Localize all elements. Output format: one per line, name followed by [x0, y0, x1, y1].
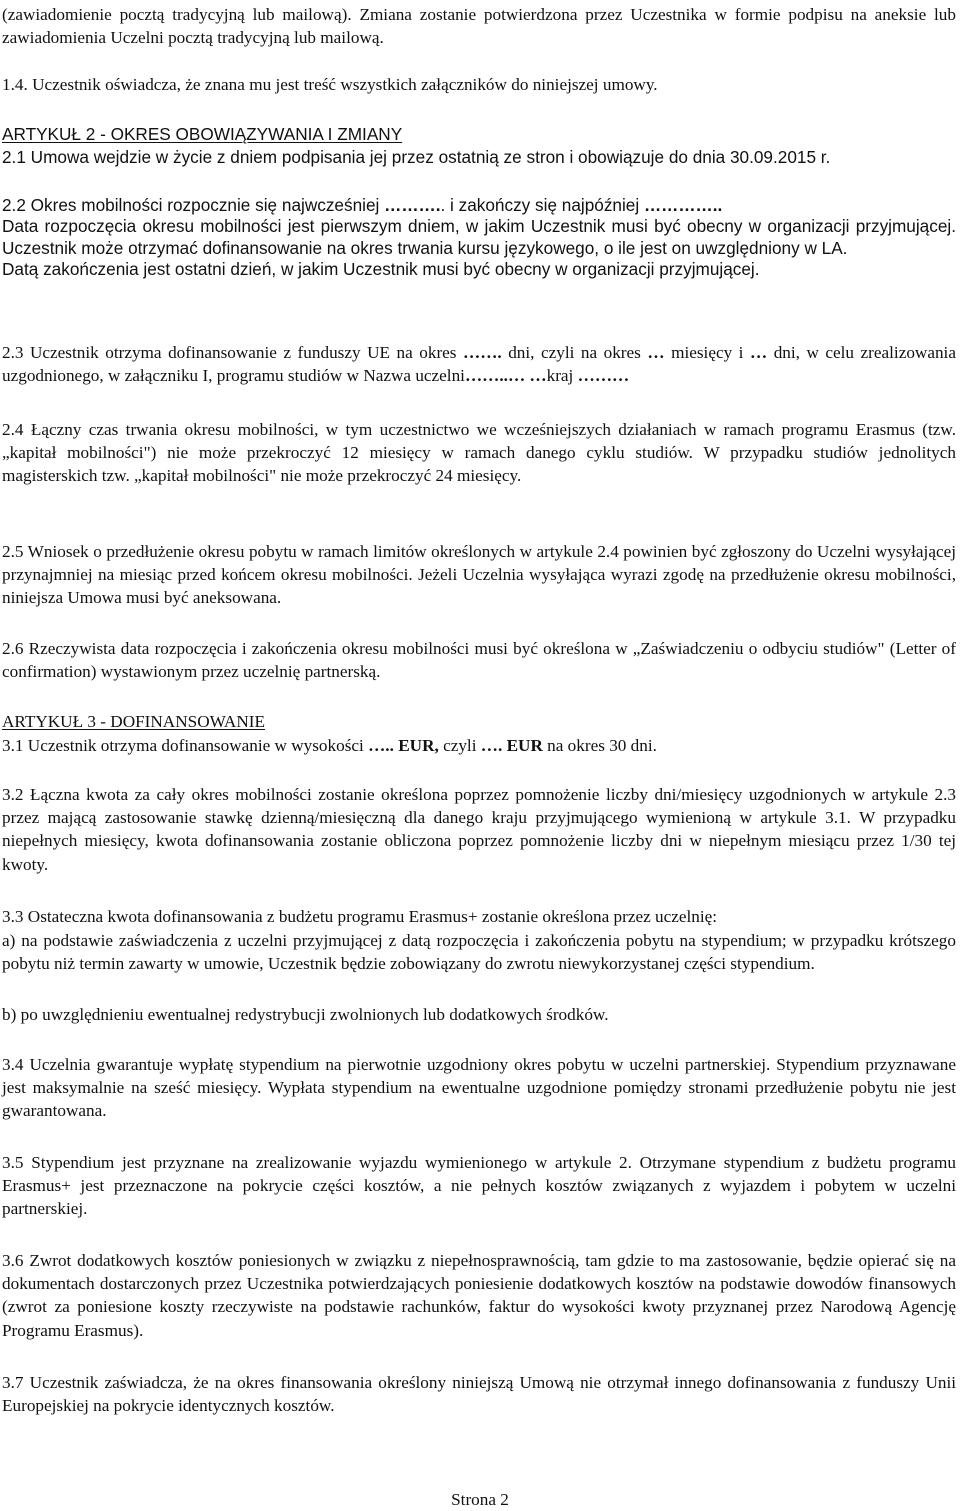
paragraph-1-4: 1.4. Uczestnik oświadcza, że znana mu jest treść wszystkich załączników do niniejszej umowy.	[2, 75, 658, 94]
p23-blank-days: …….	[463, 343, 502, 362]
p22-text-a: 2.2 Okres mobilności rozpocznie się najwcześniej	[2, 195, 385, 215]
article-3-heading: ARTYKUŁ 3 - DOFINANSOWANIE	[2, 712, 265, 731]
p23-text-g: dni, w celu zrealizowania uzgodnionego, w załączniku I, programu studiów w Nazwa uczelni	[2, 343, 956, 386]
p31-text-e: na okres 30 dni.	[542, 736, 657, 755]
paragraph-2-4: 2.4 Łączny czas trwania okresu mobilności, w tym uczestnictwo we wcześniejszych działaniach w ramach programu Erasmus (tzw. „kapitał mobilności") nie może przekroczyć 12 miesięcy w ramach danego cyklu studiów. W przypadku studiów jednolitych magisterskich tzw. „kapitał mobilności" nie może przekroczyć 24 miesięcy.	[2, 420, 956, 486]
p31-blank-rate: …. EUR	[480, 736, 543, 755]
p22-text-c: . i zakończy się najpóźniej	[440, 195, 644, 215]
article-2-heading: ARTYKUŁ 2 - OKRES OBOWIĄZYWANIA I ZMIANY	[2, 124, 403, 144]
p23-text-a: 2.3 Uczestnik otrzyma dofinansowanie z funduszy UE na okres	[2, 343, 463, 362]
page-number: Strona 2	[451, 1490, 509, 1509]
paragraph-2-6: 2.6 Rzeczywista data rozpoczęcia i zakończenia okresu mobilności musi być określona w „Zaświadczeniu o odbyciu studiów" (Letter of confirmation) wystawionym przez uczelnię partnerską.	[2, 639, 956, 682]
paragraph-2-1: 2.1 Umowa wejdzie w życie z dniem podpisania jej przez ostatnią ze stron i obowiązuje do dnia 30.09.2015 r.	[2, 147, 831, 167]
paragraph-3-1	[2, 734, 956, 757]
p23-blank-months: …	[647, 343, 665, 362]
paragraph-3-4: 3.4 Uczelnia gwarantuje wypłatę stypendium na pierwotnie uzgodniony okres pobytu w uczelni partnerskiej. Stypendium przyznawane jest maksymalnie na sześć miesięcy. Wypłata stypendium na ewentualne uzgodnione pomiędzy stronami przedłużenie pobytu nie jest gwarantowana.	[2, 1055, 956, 1121]
paragraph-3-7: 3.7 Uczestnik zaświadcza, że na okres finansowania określony niniejszą Umową nie otrzymał innego dofinansowania z funduszy Unii Europejskiej na pokrycie identycznych kosztów.	[2, 1373, 956, 1416]
paragraph-3-6: 3.6 Zwrot dodatkowych kosztów poniesionych w związku z niepełnosprawnością, tam gdzie to ma zastosowanie, będzie opierać się na dokumentach dostarczonych przez Uczestnika potwierdzających poniesienie dodatkowych kosztów na podstawie dowodów finansowych (zwrot za poniesione koszty rzeczywiste na podstawie rachunków, faktur do wysokości kwoty przyznanej przez Narodową Agencję Programu Erasmus).	[2, 1251, 956, 1340]
p23-text-e: miesięcy i	[664, 343, 750, 362]
p22-text-f: Datą zakończenia jest ostatni dzień, w jakim Uczestnik musi być obecny w organizacji przyjmującej.	[2, 259, 760, 280]
p23-text-j: kraj	[546, 366, 578, 386]
paragraph-3-3-a: a) na podstawie zaświadczenia z uczelni przyjmującej z datą rozpoczęcia i zakończenia pobytu na stypendium; w przypadku krótszego pobytu niż termin zawarty w umowie, Uczestnik będzie zobowiązany do zwrotu niewykorzystanej części stypendium.	[2, 931, 956, 974]
paragraph-2-3	[2, 341, 956, 387]
p22-blank-end: …………..	[643, 195, 723, 215]
paragraph-3-2: 3.2 Łączna kwota za cały okres mobilności zostanie określona poprzez pomnożenie liczby dni/miesięcy uzgodnionych w artykule 2.3 przez mającą zastosowanie stawkę dzienną/miesięczną dla danego kraju przyjmującego wymienioną w artykule 3.1. W przypadku niepełnych miesięcy, kwota dofinansowania zostanie obliczona poprzez pomnożenie liczby dni w niepełnym miesiącu przez 1/30 tej kwoty.	[2, 785, 956, 874]
p31-text-c: czyli	[438, 736, 481, 755]
paragraph-3-3-intro: 3.3 Ostateczna kwota dofinansowania z budżetu programu Erasmus+ zostanie określona przez uczelnię:	[2, 907, 718, 926]
p23-blank-university: ……..…	[464, 366, 530, 386]
p22-blank-start: ……….	[384, 195, 441, 215]
p23-text-c: dni, czyli na okres	[501, 343, 648, 362]
p23-blank-university-2: …	[529, 366, 547, 386]
p23-blank-extra-days: …	[749, 343, 768, 362]
paragraph-3-5: 3.5 Stypendium jest przyznane na zrealizowanie wyjazdu wymienionego w artykule 2. Otrzymane stypendium z budżetu programu Erasmus+ jest przeznaczone na pokrycie części kosztów, a nie pełnych kosztów związanych z wyjazdem i pobytem w uczelni partnerskiej.	[2, 1153, 956, 1219]
p22-text-e: Data rozpoczęcia okresu mobilności jest pierwszym dniem, w jakim Uczestnik musi być obecny w organizacji przyjmującej. Uczestnik może otrzymać dofinansowanie na okres trwania kursu językowego, o ile jest on uwzględniony w LA.	[2, 216, 956, 258]
p23-blank-country: ………	[577, 366, 630, 386]
p31-blank-amount: ….. EUR,	[368, 736, 439, 755]
p31-text-a: 3.1 Uczestnik otrzyma dofinansowanie w wysokości	[2, 736, 369, 755]
paragraph-2-2	[2, 195, 956, 281]
paragraph-intro: (zawiadomienie pocztą tradycyjną lub mailową). Zmiana zostanie potwierdzona przez Uczestnika w formie podpisu na aneksie lub zawiadomienia Uczelni pocztą tradycyjną lub mailową.	[2, 5, 956, 48]
paragraph-2-5: 2.5 Wniosek o przedłużenie okresu pobytu w ramach limitów określonych w artykule 2.4 powinien być zgłoszony do Uczelni wysyłającej przynajmniej na miesiąc przed końcem okresu mobilności. Jeżeli Uczelnia wysyłająca wyrazi zgodę na przedłużenie okresu mobilności, niniejsza Umowa musi być aneksowana.	[2, 542, 956, 608]
paragraph-3-3-b: b) po uwzględnieniu ewentualnej redystrybucji zwolnionych lub dodatkowych środków.	[2, 1005, 609, 1024]
